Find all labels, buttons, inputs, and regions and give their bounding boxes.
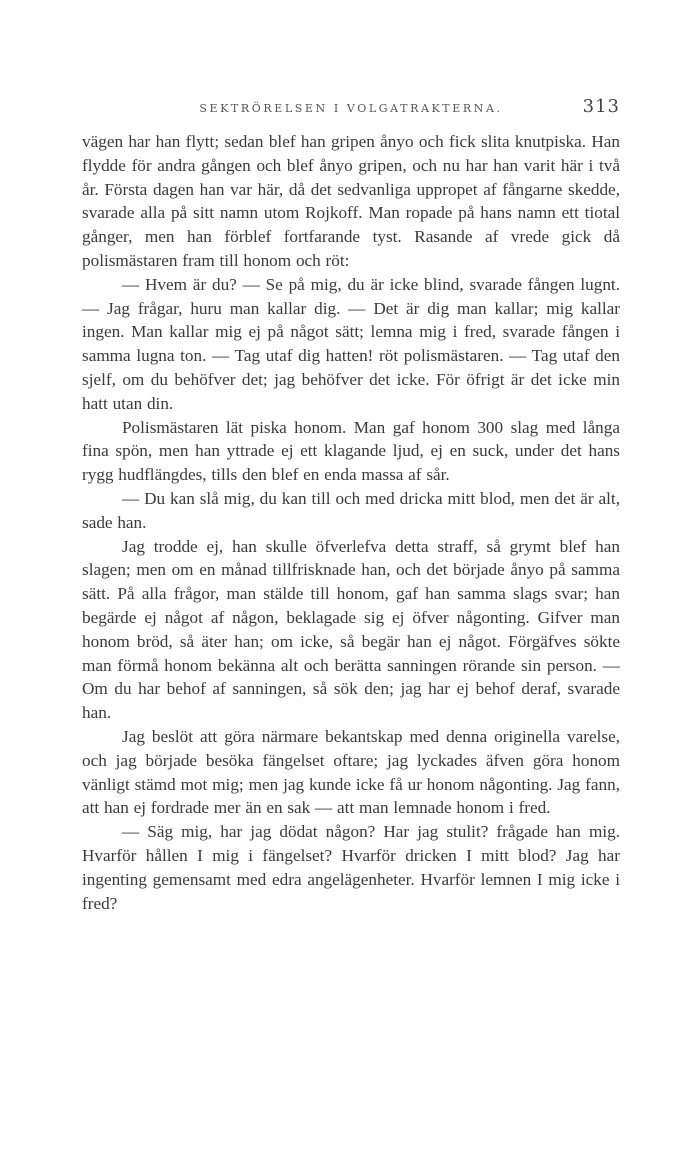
- paragraph: Jag trodde ej, han skulle öfverlefva detta straff, så grymt blef han slagen; men om en månad tillfrisknade han, och det började ånyo på samma sätt. På alla frågor, man stälde till honom, gaf han samma slags svar; han begärde ej något af någon, beklagade sig ej öfver någonting. Gifver man honom bröd, så äter han; om icke, så begär han ej något. Förgäfves sökte man förmå honom bekänna alt och berätta sanningen rörande sin person. — Om du har behof af sanningen, så sök den; jag har ej behof deraf, svarade han.: [82, 536, 620, 723]
- paragraph: Jag beslöt att göra närmare bekantskap med denna originella varelse, och jag började besöka fängelset oftare; jag lyckades äfven göra honom vänligt stämd mot mig; men jag kunde icke få ur honom någonting. Jag fann, att han ej fordrade mer än en sak — att man lemnade honom i fred.: [82, 726, 620, 818]
- paragraph: — Hvem är du? — Se på mig, du är icke blind, svarade fången lugnt. — Jag frågar, huru man kallar dig. — Det är dig man kallar; mig kallar ingen. Man kallar mig ej på något sätt; lemna mig i fred, svarade fången i samma lugna ton. — Tag utaf dig hatten! röt polismästaren. — Tag utaf den sjelf, om du behöfver det; jag behöfver det icke. För öfrigt är det icke min hatt utan din.: [82, 274, 620, 413]
- page-number: 313: [582, 96, 620, 117]
- paragraph: Polismästaren lät piska honom. Man gaf honom 300 slag med långa fina spön, men han yttrade ej ett klagande ljud, ej en suck, under det hans rygg hudflängdes, tills den blef en enda massa af sår.: [82, 417, 620, 485]
- running-head: SEKTRÖRELSEN I VOLGATRAKTERNA.: [199, 102, 503, 115]
- page-header: [82, 96, 620, 118]
- paragraph: — Säg mig, har jag dödat någon? Har jag stulit? frågade han mig. Hvarför hållen I mig i fängelset? Hvarför dricken I mitt blod? Jag har ingenting gemensamt med edra angelägenheter. Hvarför lemnen I mig icke i fred?: [82, 822, 620, 913]
- paragraph: vägen har han flytt; sedan blef han gripen ånyo och fick slita knutpiska. Han flydde för andra gången och blef ånyo gripen, och nu har han varit här i två år. Första dagen han var här, då det sedvanliga uppropet af fångarne skedde, svarade alla på sitt namn utom Rojkoff. Man ropade på hans namn ett tiotal gånger, men han förblef fortfarande tyst. Rasande af vrede gick då polismästaren fram till honom och röt:: [82, 132, 620, 270]
- paragraph: — Du kan slå mig, du kan till och med dricka mitt blod, men det är alt, sade han.: [82, 488, 620, 532]
- body-text: [82, 130, 620, 915]
